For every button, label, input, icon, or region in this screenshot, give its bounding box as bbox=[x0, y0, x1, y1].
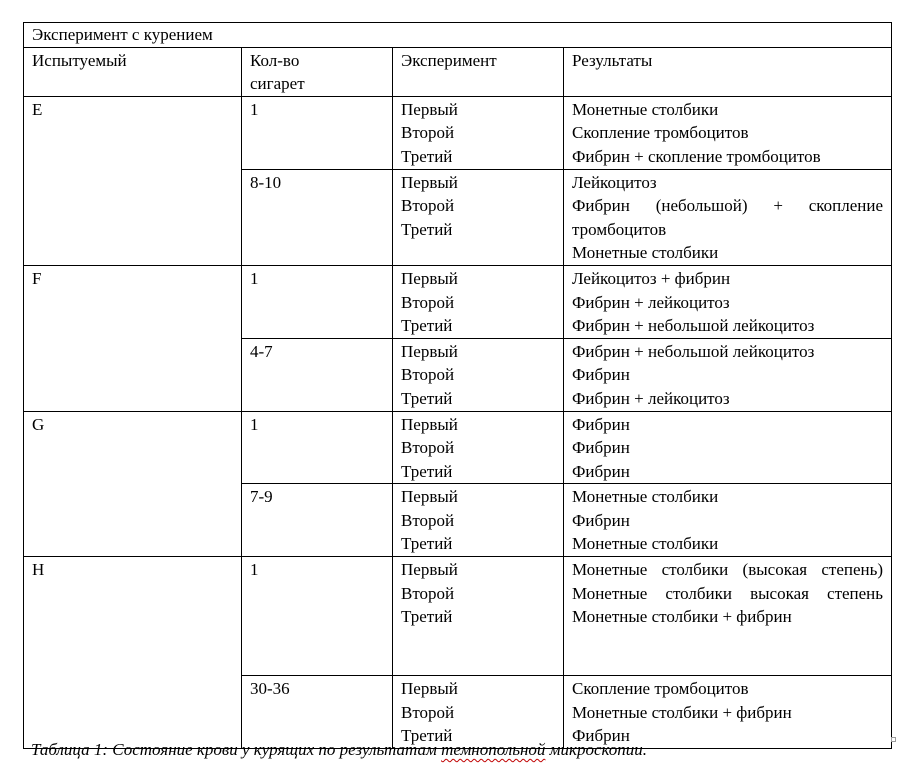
table-row bbox=[24, 265, 892, 338]
experiment-label: Первый bbox=[401, 487, 458, 507]
experiment-label: Третий bbox=[401, 219, 453, 239]
caption-text: Таблица 1: Состояние крови у курящих по результатам bbox=[31, 740, 442, 759]
results-cell bbox=[564, 96, 892, 169]
subject-cell: E bbox=[24, 96, 242, 265]
experiment-label: Второй bbox=[401, 196, 455, 216]
result-entry: Монетные столбики (высокая степень) bbox=[572, 560, 884, 580]
experiment-label: Первый bbox=[401, 560, 458, 580]
result-entry: Фибрин + скопление тромбоцитов bbox=[572, 146, 821, 166]
result-entry: Монетные столбики bbox=[572, 487, 719, 507]
result-entry: Монетные столбики + фибрин bbox=[572, 607, 792, 627]
experiment-label: Второй bbox=[401, 438, 455, 458]
experiment-label: Первый bbox=[401, 679, 458, 699]
table-title-row bbox=[24, 23, 892, 48]
result-entry: Монетные столбики высокая степень bbox=[572, 583, 884, 603]
result-entry: Фибрин bbox=[572, 438, 630, 458]
cigarette-count-cell: 7-9 bbox=[242, 484, 393, 557]
spellcheck-flagged-word[interactable]: темнопольной bbox=[441, 740, 546, 759]
experiment-cell bbox=[393, 557, 564, 676]
experiment-label: Третий bbox=[401, 146, 453, 166]
cigarette-count-cell: 1 bbox=[242, 411, 393, 484]
experiment-label: Второй bbox=[401, 583, 455, 603]
experiment-label: Первый bbox=[401, 268, 458, 288]
subject-cell: F bbox=[24, 265, 242, 411]
results-cell bbox=[564, 265, 892, 338]
result-entry: Фибрин bbox=[572, 414, 630, 434]
table-row bbox=[24, 411, 892, 484]
header-results: Результаты bbox=[564, 47, 892, 96]
result-entry: Фибрин + лейкоцитоз bbox=[572, 292, 730, 312]
result-entry: Фибрин + лейкоцитоз bbox=[572, 388, 730, 408]
caption-text-end: микроскопии. bbox=[545, 740, 648, 759]
experiment-cell bbox=[393, 96, 564, 169]
experiment-label: Третий bbox=[401, 388, 453, 408]
experiment-label: Второй bbox=[401, 702, 455, 722]
experiment-label: Второй bbox=[401, 123, 455, 143]
result-entry: Фибрин (небольшой) + скопление тромбоцитов bbox=[572, 196, 884, 239]
results-cell bbox=[564, 169, 892, 265]
experiment-cell bbox=[393, 411, 564, 484]
experiment-label: Первый bbox=[401, 414, 458, 434]
experiment-label: Третий bbox=[401, 726, 453, 746]
subject-cell: G bbox=[24, 411, 242, 557]
cigarette-count-cell: 4-7 bbox=[242, 338, 393, 411]
header-cigarette-count: Кол-во сигарет bbox=[242, 47, 393, 96]
table-caption bbox=[31, 739, 647, 761]
result-entry: Фибрин + небольшой лейкоцитоз bbox=[572, 316, 815, 336]
cigarette-count-cell: 8-10 bbox=[242, 169, 393, 265]
experiment-label: Третий bbox=[401, 461, 453, 481]
experiment-label: Первый bbox=[401, 172, 458, 192]
results-cell bbox=[564, 676, 892, 749]
result-entry: Лейкоцитоз bbox=[572, 172, 657, 192]
experiment-label: Третий bbox=[401, 534, 453, 554]
experiment-cell bbox=[393, 265, 564, 338]
cigarette-count-cell: 30-36 bbox=[242, 676, 393, 749]
cigarette-count-cell: 1 bbox=[242, 265, 393, 338]
result-entry: Монетные столбики bbox=[572, 99, 719, 119]
experiment-label: Первый bbox=[401, 341, 458, 361]
result-entry: Монетные столбики + фибрин bbox=[572, 702, 792, 722]
experiment-cell bbox=[393, 338, 564, 411]
result-entry: Фибрин bbox=[572, 365, 630, 385]
results-cell bbox=[564, 338, 892, 411]
table-header-row bbox=[24, 47, 892, 96]
result-entry: Фибрин bbox=[572, 461, 630, 481]
result-entry: Фибрин bbox=[572, 510, 630, 530]
result-entry: Фибрин bbox=[572, 726, 630, 746]
table-row bbox=[24, 96, 892, 169]
experiment-label: Второй bbox=[401, 510, 455, 530]
experiment-label: Первый bbox=[401, 99, 458, 119]
header-subject: Испытуемый bbox=[24, 47, 242, 96]
result-entry: Скопление тромбоцитов bbox=[572, 123, 749, 143]
experiment-label: Второй bbox=[401, 292, 455, 312]
experiment-label: Третий bbox=[401, 316, 453, 336]
result-entry: Скопление тромбоцитов bbox=[572, 679, 749, 699]
experiment-cell bbox=[393, 484, 564, 557]
experiment-label: Второй bbox=[401, 365, 455, 385]
result-entry: Фибрин + небольшой лейкоцитоз bbox=[572, 341, 815, 361]
results-cell bbox=[564, 557, 892, 676]
table-resize-handle[interactable] bbox=[891, 737, 896, 742]
experiment-cell bbox=[393, 676, 564, 749]
experiment-cell bbox=[393, 169, 564, 265]
results-cell bbox=[564, 411, 892, 484]
experiment-label: Третий bbox=[401, 607, 453, 627]
table-title: Эксперимент с курением bbox=[24, 23, 892, 48]
table-row bbox=[24, 557, 892, 676]
cigarette-count-cell: 1 bbox=[242, 557, 393, 676]
cigarette-count-cell: 1 bbox=[242, 96, 393, 169]
result-entry: Монетные столбики bbox=[572, 243, 719, 263]
result-entry: Лейкоцитоз + фибрин bbox=[572, 268, 731, 288]
smoking-experiment-table bbox=[23, 22, 892, 749]
results-cell bbox=[564, 484, 892, 557]
header-experiment: Эксперимент bbox=[393, 47, 564, 96]
result-entry: Монетные столбики bbox=[572, 534, 719, 554]
subject-cell: H bbox=[24, 557, 242, 749]
